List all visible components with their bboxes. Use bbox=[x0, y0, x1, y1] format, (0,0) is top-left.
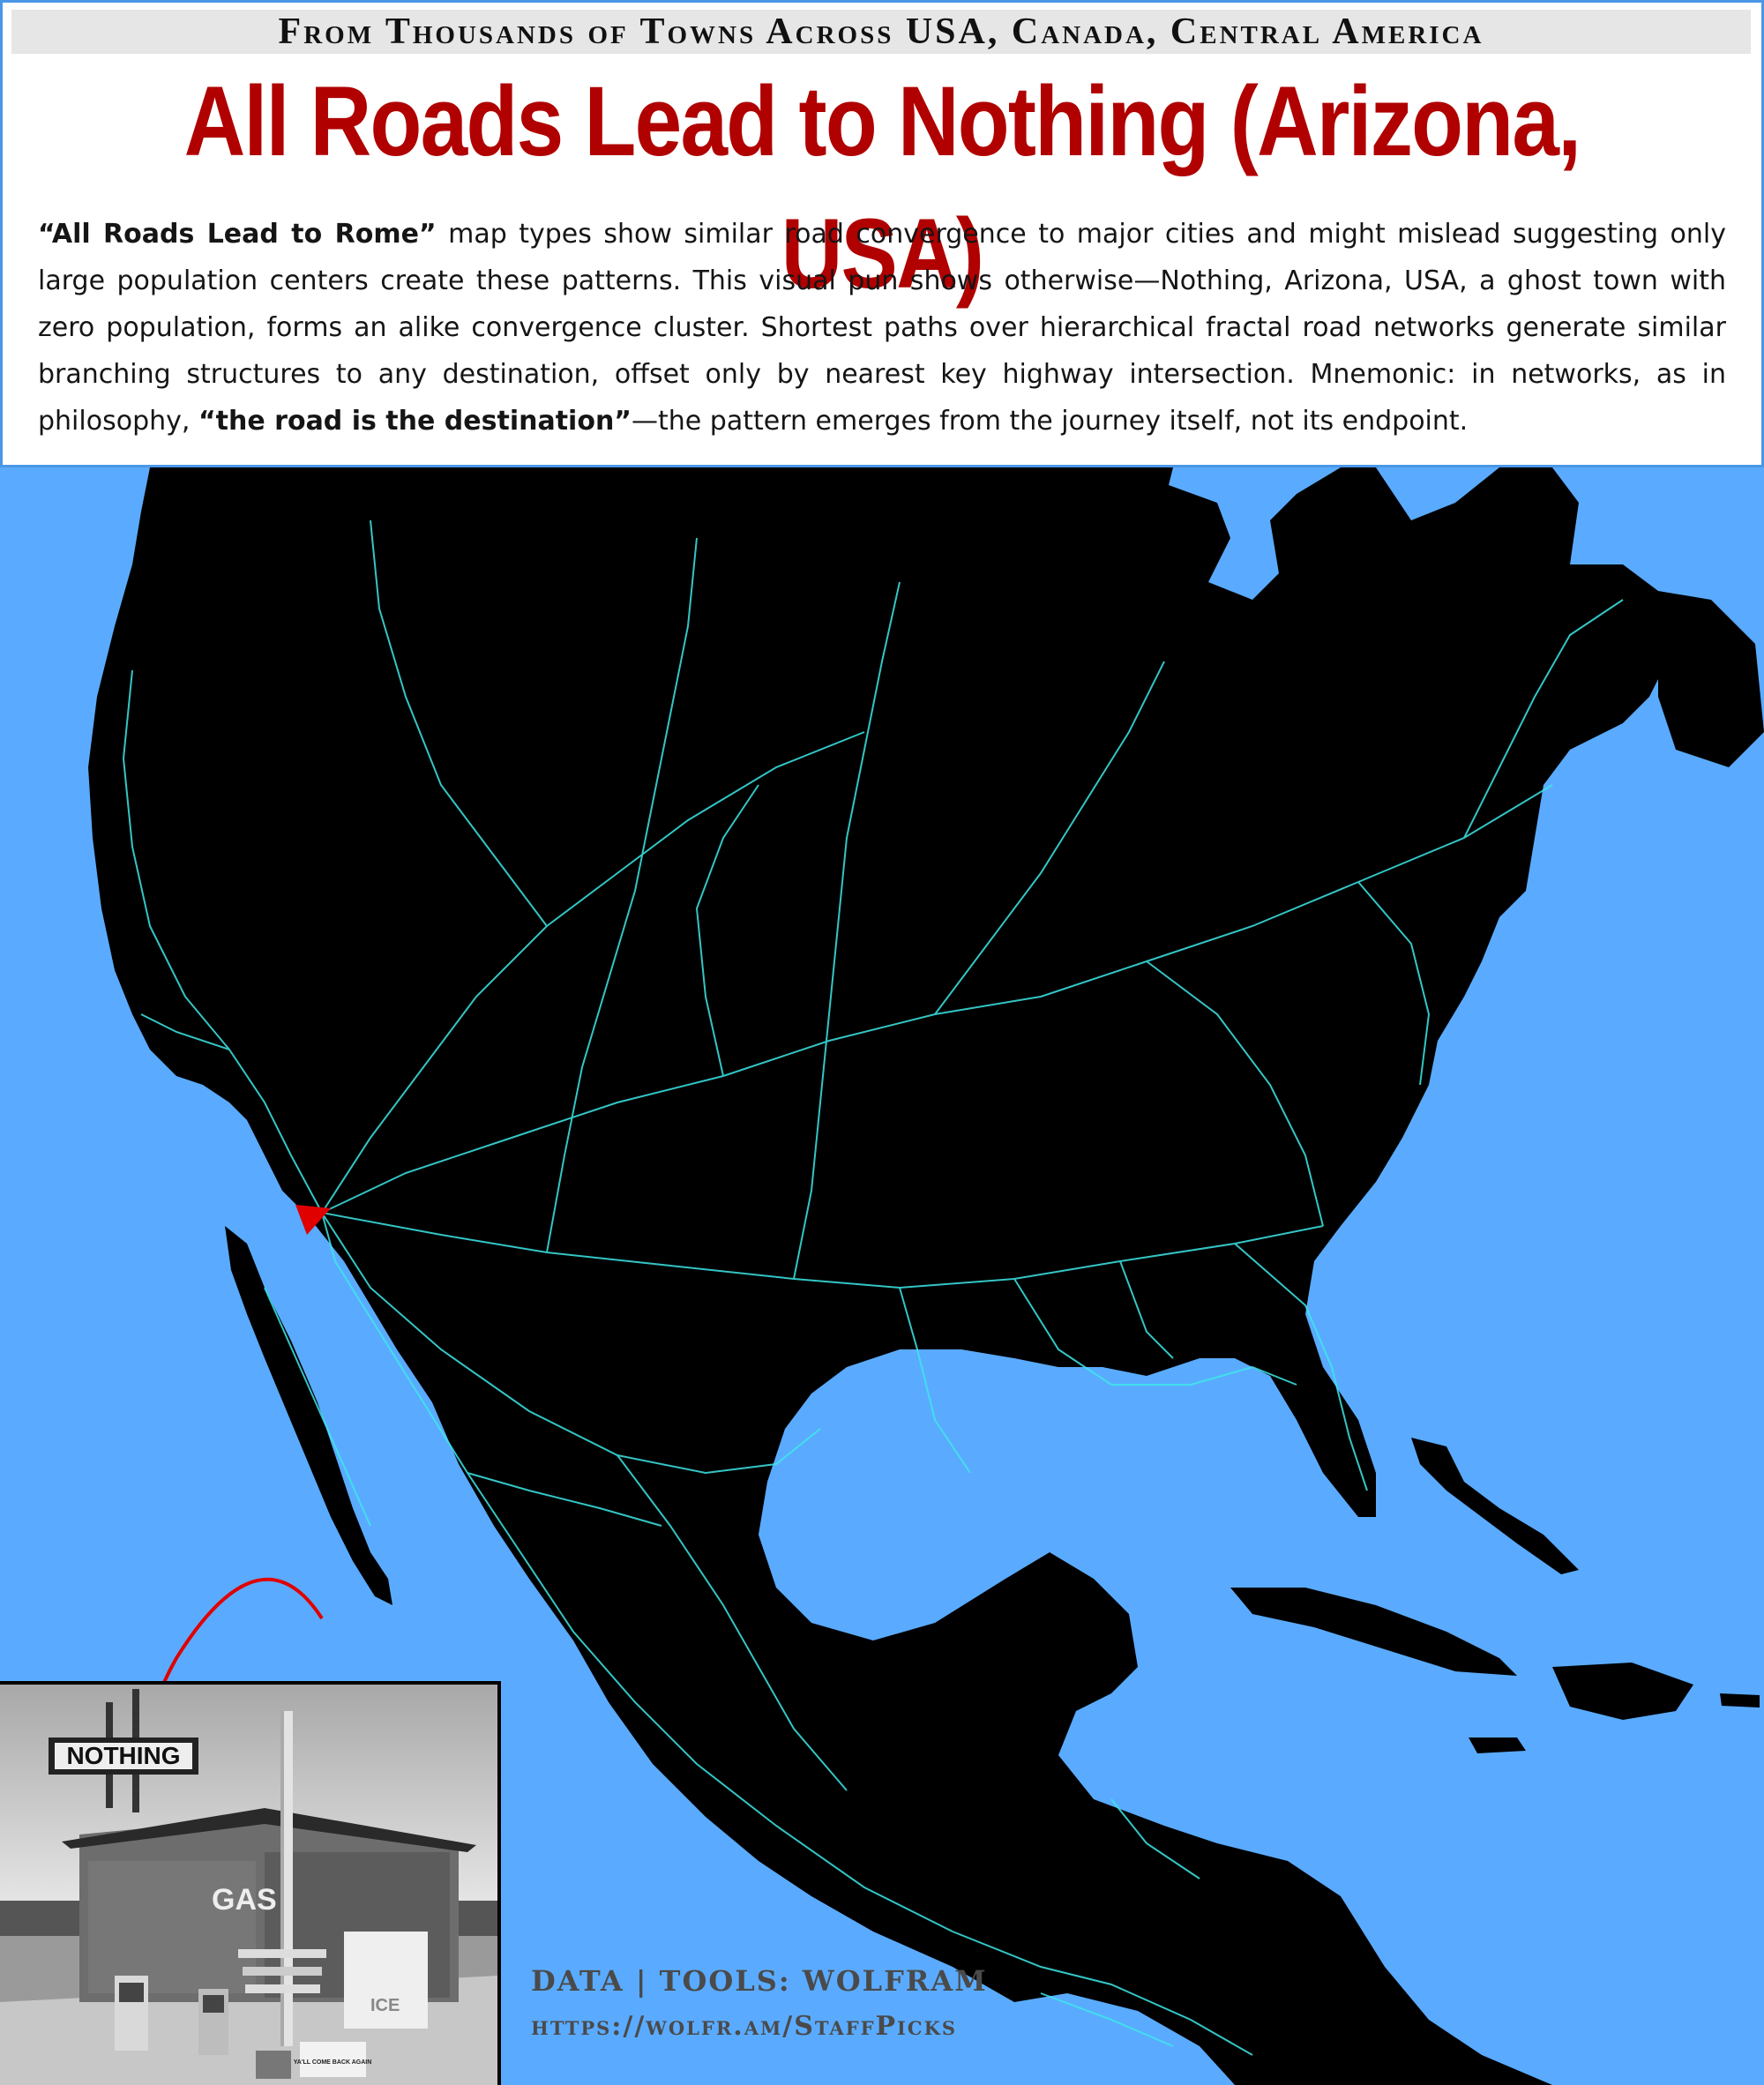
credits-link[interactable]: https://wolfr.am/StaffPicks bbox=[531, 2011, 958, 2042]
header-panel bbox=[0, 0, 1764, 467]
photo-ice-text: ICE bbox=[370, 1996, 400, 2015]
description-bold-2: “the road is the destination” bbox=[198, 406, 632, 437]
description-text-2: —the pattern emerges from the journey itself, not its endpoint. bbox=[632, 406, 1469, 437]
description-text-1: map types show similar road convergence to major cities and might mislead suggesting only large population centers create these patterns. This visual pun shows otherwise—Nothing, Arizona, USA, a ghost town with zero population, forms an alike convergence cluster. Shortest paths over hierarchical fractal road networks generate similar branching structures to any destination, offset only by nearest key highway intersection. Mnemonic: in networks, as in philosophy, bbox=[38, 219, 1726, 437]
puerto-rico-land bbox=[1720, 1693, 1760, 1708]
photo-sign-text: NOTHING bbox=[66, 1742, 181, 1769]
page-title: All Roads Lead to Nothing (Arizona, USA) bbox=[183, 66, 1581, 309]
jamaica-land bbox=[1469, 1738, 1526, 1753]
description-paragraph bbox=[38, 211, 1726, 445]
credits-data-tools: DATA | TOOLS: WOLFRAM bbox=[531, 1964, 988, 1998]
photo-gas-text: GAS bbox=[212, 1883, 277, 1917]
nothing-town-photo bbox=[0, 1681, 501, 2085]
kicker-heading: From Thousands of Towns Across USA, Canada, Central America bbox=[11, 10, 1751, 54]
ghost-town-illustration bbox=[0, 1685, 497, 2085]
photo-small-sign: YA'LL COME BACK AGAIN bbox=[293, 2059, 372, 2066]
credits bbox=[531, 1958, 988, 2050]
description-bold-1: “All Roads Lead to Rome” bbox=[38, 219, 437, 250]
